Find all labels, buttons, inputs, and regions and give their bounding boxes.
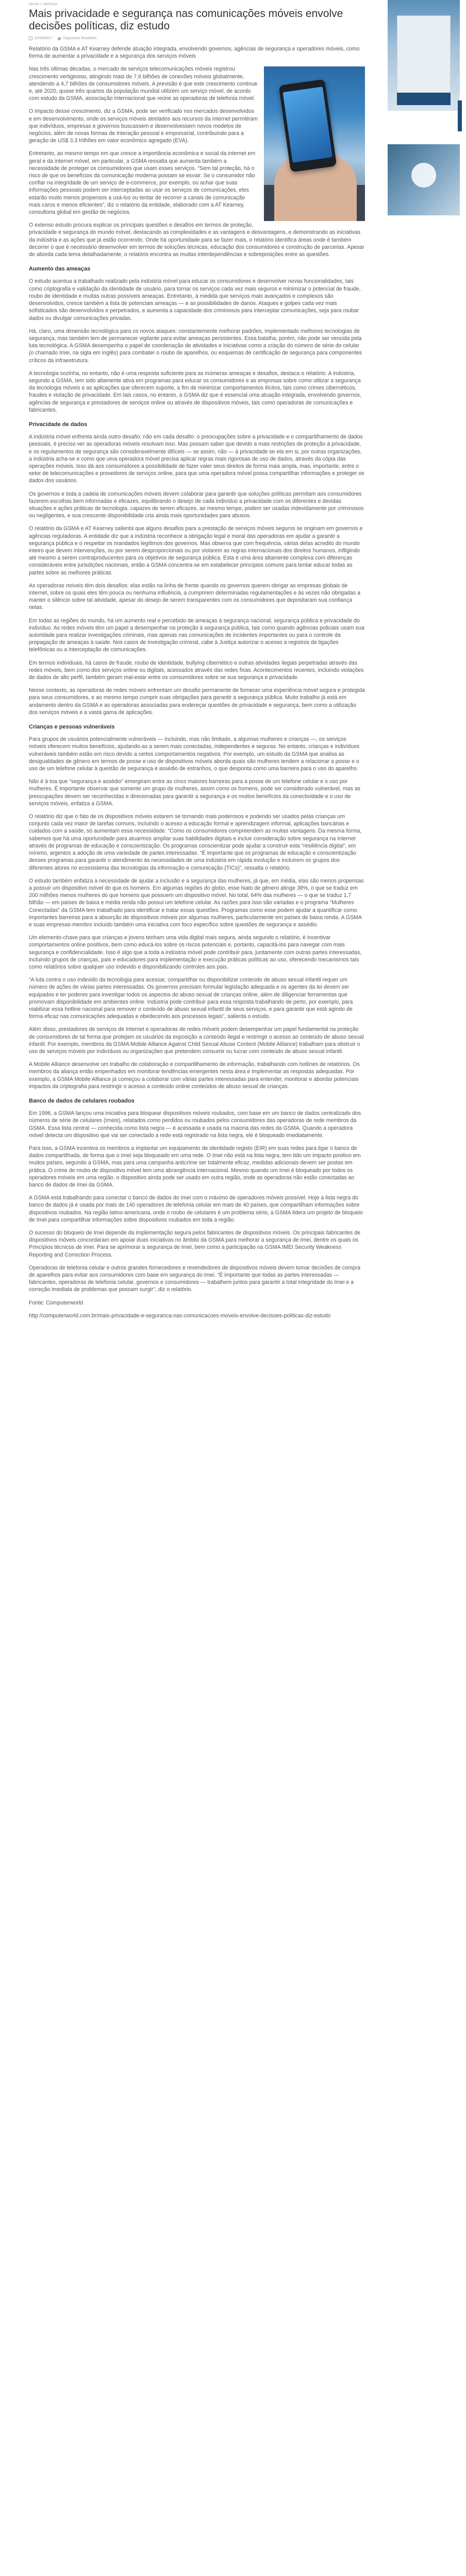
article-paragraph: O extenso estudo procura explicar os principais questões e desafios em termos de proteção, privacidade e segurança do mundo móvel, destacando as complexidades e as vantagens e desvantagens, e demonstrando as iniciativas da indústria e as ações que já estão ocorrendo. Onde há oportunidade para se fazer mais, o relatório identifica áreas onde é também decorrer o que é necessário desenvolver em termos de soluções técnicas, educação dos consumidores e construção de parcerias. Apesar de aborda cada tema detalhadamente, o relatório encontra as muitas interdependências e sobreposições entre as questões.: [29, 222, 364, 258]
breadcrumb[interactable]: Home > Notícias: [29, 3, 57, 6]
article-paragraph: Em 1996, a GSMA lançou uma iniciativa para bloquear dispositivos móveis roubados, com base em um banco de dados centralizado dos números de série de celulares (Imeis), relatados como perdidos ou roubados pelos consumidores das operadoras de rede membros da GSMA. Essa lista central — conhecida como lista negra — é acessada e usada na maioria das redes da GSMA. Quando a operadora móvel detecta um dispositivo que vai ser conectado a rede está registrado na lista negra, ele é bloqueado imediatamente.: [29, 1110, 361, 1139]
calendar-icon: [29, 37, 32, 40]
article-paragraph: A indústria móvel enfrenta ainda outro desafio: não em cada desafio: o preocupações sobre a privacidade e o compartilhamento de dados pessoais, é preciso ver as operadoras móveis resolvam isso. Mas possam saber que devido a mais restrições de proteção à privacidade, e os regulamentos de segurança são consideravelmente difíceis — se assim, não — à privacidade se ela em si, por outras organizações, a indústria acha-se e como que uma operadora móvel precisa aplicar regras mais rigorosas de uso de dados, através da cópia das operações móveis. Isso dá aos consumidores a possibilidade de fazer valer seus direitos de forma mais ampla, mas, importante, entre o setor de telecomunicações e provedores de serviços online, para que uma operadora móvel possa compartilhar informações e proteger os dados dos usuários.: [29, 434, 364, 484]
article-paragraph: Em todas as regiões do mundo, há um aumento real e percebido de ameaças à segurança nacional, segurança pública e privacidade do indivíduo. As redes móveis têm um papel a desempenhar na proteção à segurança pública, tais como quando agências policiais usam sua autoridade para realizar investigações criminais, mas apenas nas comunicações de incidentes importantes ou para o controle da propagação de ameaças à saúde. Nos casos de investigação criminal, cabe à Justiça autorizar o acesso a registros de ligações telefônicas ou a interceptação de comunicações.: [29, 617, 364, 653]
left-margin: [0, 0, 4, 2576]
article-paragraph: O relatório da GSMA e AT Kearney salienta que alguns desafios para a prestação de serviços móveis seguros se originam em governos e agências reguladoras. A entidade diz que a indústria reconhece a obrigação legal e moral das operadoras em ajudar a garantir a segurança pública e o respeitar os mandados legítimos dos governos. Mas observa que com frequência, várias delas acredito do mundo inteiro que devem intervenções, ou por serem desproporcionais ou por violarem as regras internacionais dos direitos humanos, infligindo até mesmo a serem contraproducentes para os objetivos de segurança pública. Esta é uma área altamente complexa com diferenças consideráveis entre jurisdições nacionais, então a GSMA concentra-se em estabelecer princípios comuns para tentar educar todas as partes sobre as melhores práticas.: [29, 526, 363, 576]
article-paragraph: Nesse contexto, as operadoras de redes móveis enfrentam um desafio permanente de fornecer uma experiência móvel segura e protegida para seus consumidores, e ao mesmo tempo cumprir suas obrigações para garantir a segurança pública. Muito trabalho já está em andamento dentro da GSMA e as operadoras associadas para endereçar questões de privacidade e segurança, bem como a utilização dos serviços móveis e a vasta gama de aplicações.: [29, 687, 365, 716]
article-paragraph: O impacto desse crescimento, diz a GSMA, pode ser verificado nos mercados desenvolvidos e em desenvolvimento, onde os serviços móveis atrelados aos recursos da internet permitiram que indivíduos, empresas e governos buscassem e desenvolvessem novos modelos de negócios, além de novas formas de interação pessoal e empresarial, contribuindo para a geração de US$ 3,3 trilhões em valor econômico agregado (EVA).: [29, 108, 258, 144]
article-paragraph: O estudo também enfatiza a necessidade de ajudar a inclusão e a segurança das mulheres, já que, em média, elas são menos propensas a possuir um dispositivo móvel do que os homens. Em algumas regiões do globo, esse hiato de gênero atinge 38%, o que se traduz em 200 milhões menos mulheres do que homens que possuem um dispositivo móvel. No total, 64% das mulheres — o que se traduz 1,7 bilhão — em países de baixa e média renda não possui um telefone celular. As razões para isso são variadas e o programa “Mulheres Conectadas” da GSMA tem trabalhado para identificar e tratar essas questões. Programas como esse podem ajudar a quantificar como importantes barreiras para a absorção de dispositivos móveis por algumas mulheres, particularmente em países de baixa renda. A GSMA e suas empresas-membro incluído também uma iniciativa com foco específico sobre questões de segurança e assédio.: [29, 877, 364, 928]
smartphone-image: [279, 79, 337, 173]
article-date: 22/06/2017: [35, 37, 53, 40]
section-heading: Aumento das ameaças: [29, 266, 91, 273]
article-meta: [29, 37, 365, 40]
sidebar-banner-bottom[interactable]: [388, 144, 460, 215]
article-paragraph: O estudo acentua a trabalhado realizado pela indústria móvel para educar os consumidores e desenvolver novas funcionalidades, tais como criptografia e validação da identidade de usuário, para tornar os serviços cada vez mais seguros e minimizar o potencial de fraude, roubo de identidade e muitas outras possíveis ameaças. Entretanto, à medida que serviços mais avançados e complexos são desenvolvidos, cresce também a lista de potenciais ameaças — e as possibilidades de danos. Ataques e golpes cada vez mais sofisticados são desenvolvidos e perpetrados, e aumenta a capacidade dos criminosos para interceptar comunicações, seja para roubar dados ou divulgar comunicações privadas.: [29, 278, 361, 321]
section-heading: Banco de dados de celulares roubados: [29, 1097, 135, 1104]
article-paragraph: Além disso, prestadores de serviços de Internet e operadoras de redes móveis podem desempenhar um papel fundamental na proteção de consumidores de tal forma que protejam os usuários da exposição a conteúdo ilegal e restringir o acesso ao conteúdo de abuso sexual infantil. Por exemplo, membros da GSMA Mobile Alliance Against Child Sexual Abuse Content (Mobile Alliance) trabalham para obstruir o uso de serviços móveis por indivíduos ou organizações que pretendem consumir ou lucrar com conteúdo de abuso sexual infantil.: [29, 1026, 364, 1055]
article-paragraph: Para isso, a GSMA incentiva os membros a implantar um equipamento de identidade registo (EIR) em suas redes para ligar o banco de dados compartilhada, de forma que o Imei seja bloqueado em uma rede. O Imei não está na lista negra, tem tido um impacto positivo em muitos países, segundo a GSMA, mas para uma campanha anticrime ser totalmente eficaz, medidas adicionais devem ser postas em prática. O crime de roubo de dispositivo móvel tem uma abrangência internacional. Mesmo quando um Imei é bloqueado por todos os operadores móveis em uma região, o dispositivo ainda pode ser usado em outra região, onde as operadoras não estão conectadas ao banco de dados de Imei da GSMA.: [29, 1145, 361, 1189]
section-heading: Privacidade de dados: [29, 421, 88, 428]
article-paragraph: O relatório diz que o fato de os dispositivos móveis estarem se tornando mais poderosos e podendo ser usados pelas crianças um conjunto cada vez maior de tarefas comuns, incluindo o acesso a educação formal e aprendizagem informal, aplicações bancárias e cuidados com a saúde, só aumentam essa necessidade. “Como os consumidores compreendem as muitas vantagens. Da mesma forma, sabemos que há uma oportunidade para atuarmos ampliar suas habilidades digitais e incluir consideração sobre segurança na internet através de programas de educação e conscientização. Os programas conscientizar pode ajudar a construir esta “resiliência digital”, em mínimo, argentos a adoção de uma variedade de partes interessadas. “É importante que os programas de educação e conscientização desses programas para garantir o atendimento às necessidades de uma indústria em rápida evolução e incluírem os grupos dos diferentes atores no ecossistema das tecnologias da informação e comunicação (TICs)”, ressalta o relatório.: [29, 814, 362, 871]
article-paragraph: O sucesso do bloqueio de Imei depende da implementação segura pelos fabricantes de dispositivos móveis. Os principais fabricantes de dispositivos móveis concordaram em apoiar duas iniciativas no âmbito da GSMA para melhorar a segurança de Imei, dentre os quais os Princípios técnicos de Imei. Para se aprimorar a segurança de Imei, bem como a participação na GSMA IMEI Security Weakness Reporting and Correction Process.: [29, 1230, 361, 1258]
article-paragraph: A tecnologia sozinha, no entanto, não é uma resposta suficiente para as inúmeras ameaças e desafios, destaca o relatório. A indústria, segundo a GSMA, tem sido altamente ativa em programas para educar os consumidores e as empresas sobre como utilizar a segurança da tecnologia móveis e as aplicações que oferecem suporte, a fim de minimizar comportamentos ilícitos, tais como crimes cibernéticos, fraudes e violação de privacidade. Em tais casos, no entanto, a GSMA diz que é essencial uma atuação integrada, envolvendo governos, agências de segurança e prestadores de serviços online ou através de dispositivos móveis, tais como operadoras de comunicações e fabricantes.: [29, 370, 361, 413]
article-paragraph: Para grupos de usuários potencialmente vulneráveis — incluindo, mas não limitado, a algumas mulheres e crianças —, os serviços móveis oferecem muitos benefícios, ajudando-as a serem mais conectadas, independentes e seguras. No entanto, crianças e indivíduos vulneráveis também estão em risco devido a certos comportamentos negativos. Por exemplo, um estudo da GSMA que analisa as desigualdades de gênero em termos de posse e uso de dispositivos móveis aborda quais são mulheres tendem a relacionar a posse e o uso de um telefone celular à questão de segurança e assédio de estranhos, o que desponta como uma barreira para o uso do aparelho.: [29, 736, 360, 772]
article-paragraph: Operadoras de telefonia celular e outros grandes fornecedores e revendedores de dispositivos móveis devem tomar decisões de compra de aparelhos para evitar aos consumidores com base em segurança do Imei. “É importante que todas as partes interessadas — fabricantes, operadoras de telefonia celular, governos e consumidores — trabalhem juntos para garantir a total integridade do Imei e a correção imediata de problemas que possam surgir”, diz o relatório.: [29, 1264, 361, 1293]
article-paragraph: As operadoras móveis têm dois desafios: elas estão na linha de frente quando os governos querem obrigar as empresas globais de internet, sobre os quais eles têm pouca ou nenhuma influência, a cumprirem determinadas regulamentações e às vezes não obrigadas a manter o silêncio sobre tal atividade, apesar do desejo de serem transparentes com os consumidores que depositaram sua confiança nelas.: [29, 582, 361, 611]
article-body: [29, 45, 365, 1294]
article-paragraph: Há, claro, uma dimensão tecnológica para os novos ataques: constantemente melhorar padrões, implementado melhores tecnologias de segurança, mas também tem de permanecer vigilante para evitar ameaças persistentes. Essa batalha, porém, não pode ser vencida pela luta tecnológica. A GSMA desempenha o papel de coordenação de atividades e iniciativas como a criação do número de série do celular (o chamado Imei, na sigla em inglês) para combater o roubo de aparelhos, ou esquemas de certificação de segurança para componentes críticos da infraestrutura.: [29, 328, 362, 364]
article-paragraph: “A luta contra o uso indevido da tecnologia para acessar, compartilhar ou disponibilizar conteúdo de abuso sexual infantil requer um número de ações de várias partes interessadas. Os governos precisam formular legislação adequada e os agentes da lei devem ser equipados e ter poderes para investigar todos os aspectos do abuso sexual de crianças online, além de diligenciar ferramentas que promovam disponibilidade em ambientes online. Indústria pode contribuir para essa resposta trabalhando de perto, por exemplo, para viabilizar essa hotline nacional para remover o conteúdo de abuso sexual infantil de seus serviços, e para garantir que está agindo de forma eficaz nas comunicações adequadas e obedecendo aos processos legais”, salienta o estudo.: [29, 977, 353, 1020]
article-paragraph: Entretanto, ao mesmo tempo em que cresce a importância econômica e social da internet em geral e da internet móvel, em particular, a GSMA ressalta que aumenta também a necessidade de proteger os consumidores que usam esses serviços. “Sem tal proteção, há o risco de que os benefícios da comunicação moderna possam se esvair. Se o consumidor não confiar na integridade de um serviço de e-commerce, por exemplo, ou achar que suas informações pessoais podem ser interceptadas ao usar os serviços de comunicações, eles estarão muito menos propensos a usá-los ou tentar de recorrer a canais de comunicação mais caros e menos eficientes”, diz o relatório da entidade, elaborado com a AT Kearney, consultoria global em gestão de negócios.: [29, 150, 256, 216]
sidebar: [388, 0, 460, 215]
source-label: Fonte: Computerworld: [29, 1299, 83, 1306]
article-paragraph: A Mobile Alliance desenvolve um trabalho de colaboração e compartilhamento de informação, trabalhando com hotlines de relatórios. Os membros da aliança então empenhados em monitorar tendências emergentes nesta área e implementar as respostas adequadas. Por exemplo, a GSMA Mobile Alliance já começou a colaborar com várias partes interessadas para entender, monitorar e abordar potenciais impactos da criptografia para restringir o acesso a conteúdo online conteúdos de abuso sexual de crianças.: [29, 1061, 360, 1090]
article-title: Mais privacidade e segurança nas comunicações móveis envolve decisões políticas, diz estudo: [29, 8, 343, 32]
right-margin: [461, 0, 466, 2576]
article-paragraph: Os governos e toda a cadeia de comunicações móveis devem colaborar para garantir que soluções políticas permitam aos consumidores fazerem escolhas bem informadas e eficazes, equilibrando o desejo de cada indivíduo a privacidade com os diferentes e devidas situações e ações práticas de tecnologia, capazes de serem eficazes, ao mesmo tempo, podem ser usadas indevidamente por criminosos ou negligentes, e sua crescente disponibilidade cria ainda mais oportunidades para abusos.: [29, 490, 364, 519]
author-icon: [58, 37, 61, 40]
source-link[interactable]: http://computerworld.com.br/mais-privacidade-e-seguranca-nas-comunicacoes-moveis-envolve-decisoes-politicas-diz-estudo: [29, 1312, 331, 1319]
article-paragraph: Nas três últimas décadas, o mercado de serviços telecomunicações móveis registrou crescimento vertiginoso, atingindo mais de 7,6 bilhões de conexões móveis globalmente, atendendo a 4,7 bilhões de consumidores móveis. A previsão é que este crescimento continue e, até 2020, quase três quartos da população mundial utilizem um serviço móvel, de acordo com estudo da GSMA, associação internacional que reúne as operadoras de telefonia móvel.: [29, 66, 258, 102]
article-paragraph: A GSMA está trabalhando para conectar o banco de dados do Imei com o máximo de operadores móveis possível. Hoje a lista negra do banco de dados já é usada por mais de 140 operadores de telefonia celular em mais de 40 países, que compartilham informações sobre dispositivos roubados. Na região latino-americana, onde o roubo de celulares é um problema sério, a GSMA lidera um projeto de bloqueio de Imei para compartilhar informações sobre dispositivos roubados em toda a região.: [29, 1195, 363, 1223]
article-lead: Relatório da GSMA e AT Kearney defende atuação integrada, envolvendo governos, agências de segurança e operadores móveis, como forma de aumentar a privacidade e a segurança dos serviços móveis: [29, 46, 360, 60]
sidebar-banner-edge: [458, 100, 462, 131]
article-source: [29, 1299, 365, 1319]
article-paragraph: Não é à toa que “segurança e assédio” emergiram entre as cinco maiores barreiras para a posse de um telefone celular e o uso por mulheres. É importante observar que somente um grupo de mulheres, assim como os homens, pode ser considerado vulnerável, mas as preocupações devem ser reconhecidas e direcionadas para garantir a segurança e os muitos benefícios da conectividade e o uso de serviços móveis, enfatiza a GSMA.: [29, 778, 361, 807]
article-paragraph: Em termos individuais, há casos de fraude, roubo de identidade, bullying cibernético e outras atividades ilegais perpetradas através das redes móveis, bem como dos serviços online ou digitais, acessados através das redes fixas. Acontecimentos recentes, incluindo violações de dados de alto perfil, também geram mal-estar entre os consumidores sobre se sua segurança e privacidade.: [29, 659, 364, 681]
article-paragraph: Um elemento-chave para que crianças e jovens tenham uma vida digital mais segura, ainda segundo o relatório, é incentivar comportamentos online positivos, bem como educá-los sobre os riscos potenciais e, portanto, capacitá-los para navegar com mais segurança e confidencialidade. Isso é algo que a toda a indústria móvel pode contribuir para, juntamente com outras partes interessadas, incluindo grupos de crianças, pais e educadores para implementação e execução práticas políticas ao uso, oferecendo mecanismos tais como relatórios sobre qualquer uso indevido e disponibilizando controles aos pais.: [29, 935, 362, 970]
sidebar-banner-top[interactable]: [388, 0, 460, 111]
article-hero-image: [264, 66, 365, 221]
article: [29, 0, 365, 1325]
section-heading: Crianças e pessoas vulneráveis: [29, 724, 115, 731]
article-author[interactable]: Segurança Brasileira: [63, 37, 97, 40]
